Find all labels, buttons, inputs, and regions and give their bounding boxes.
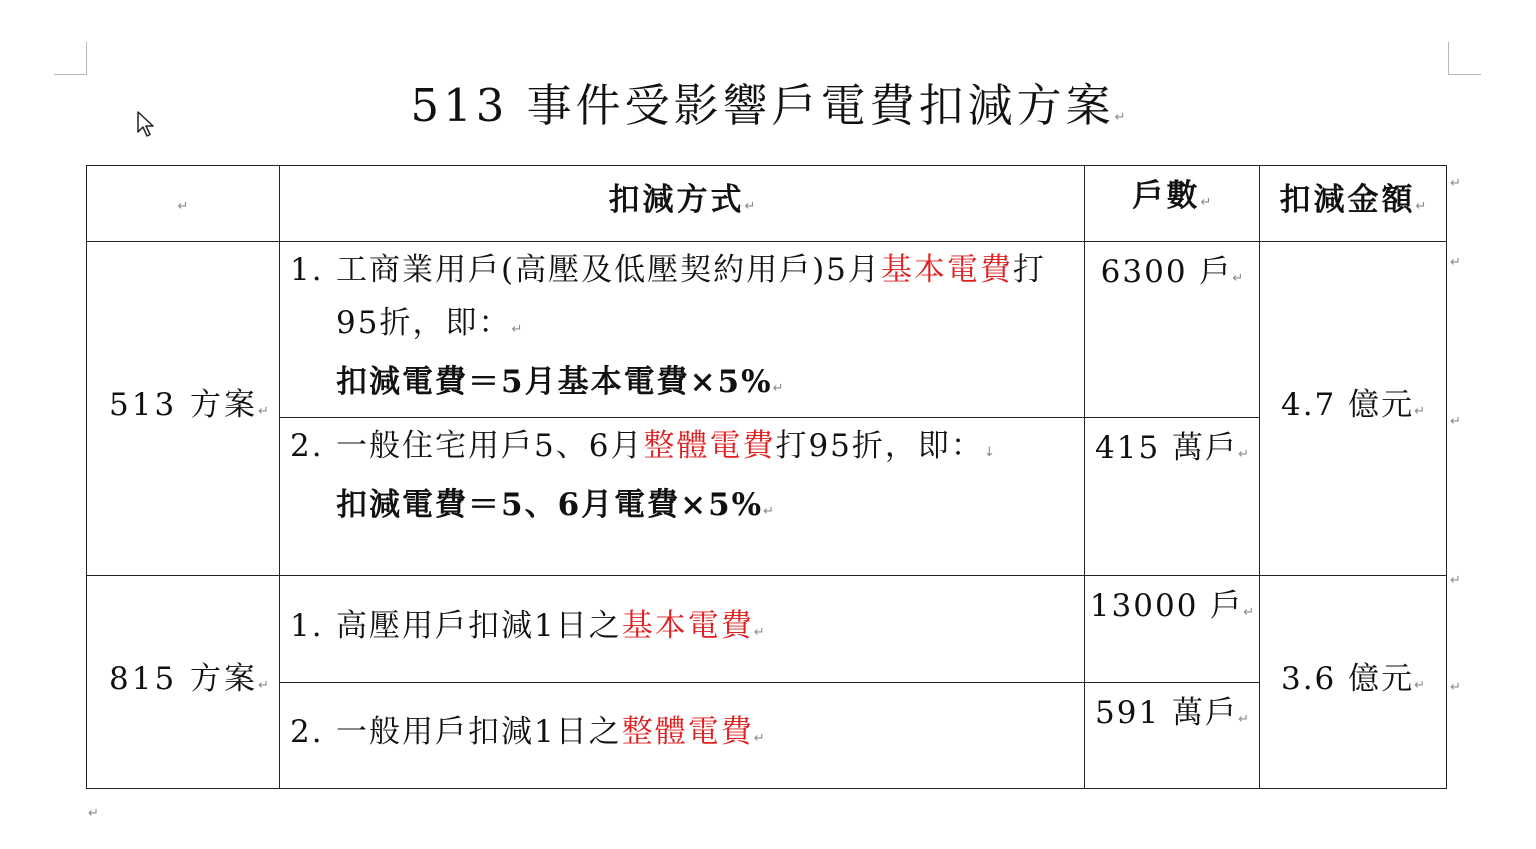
row-end-mark-icon: ↵ [1450, 573, 1461, 588]
table-row [87, 576, 1447, 683]
method-text-b: 打95折，即： [336, 252, 1046, 341]
highlight-basic-fee: 基本電費 [621, 607, 754, 644]
plan-513-label: 513 方案 [109, 387, 259, 423]
plan-815-households-2 [1085, 683, 1260, 789]
formula-text [290, 356, 1078, 415]
cell-end-mark-icon: ↵ [1238, 447, 1249, 462]
item-number: 1. [290, 607, 324, 644]
method-line [290, 420, 1078, 479]
highlight-total-fee: 整體電費 [643, 428, 776, 464]
header-blank-cell [87, 166, 280, 242]
households-value: 415 萬戶 [1095, 430, 1239, 466]
plan-513-method-1 [280, 242, 1085, 418]
table-row [87, 242, 1447, 418]
method-text [336, 420, 1078, 479]
highlight-total-fee: 整體電費 [621, 714, 754, 750]
cell-end-mark-icon: ↵ [258, 404, 269, 419]
method-line [290, 600, 1078, 659]
plan-815-label-cell [87, 576, 280, 789]
table-header-row [87, 166, 1447, 242]
households-value: 6300 戶 [1100, 254, 1233, 290]
row-end-mark-icon: ↵ [1450, 176, 1461, 191]
plan-513-label-cell [87, 242, 280, 576]
formula-value: 扣減電費＝5月基本電費×5% [336, 364, 773, 400]
crop-mark-top-right [1448, 42, 1481, 75]
households-value: 591 萬戶 [1095, 695, 1239, 731]
crop-mark-top-left [54, 42, 87, 75]
discount-plan-table [86, 165, 1447, 789]
line-break-mark-icon: ↓ [983, 445, 995, 460]
cell-end-mark-icon: ↵ [1238, 712, 1249, 727]
plan-815-label: 815 方案 [109, 660, 259, 697]
cell-end-mark-icon: ↵ [1414, 677, 1426, 693]
cell-end-mark-icon: ↵ [1232, 271, 1244, 286]
cell-end-mark-icon: ↵ [753, 624, 765, 640]
method-text-a: 一般用戶扣減1日之 [336, 714, 622, 750]
cell-end-mark-icon: ↵ [258, 677, 269, 693]
cell-end-mark-icon: ↵ [1415, 199, 1427, 214]
header-households-label: 戶數 [1132, 178, 1201, 214]
method-line [290, 706, 1078, 765]
table-row [87, 683, 1447, 789]
method-text-b: 打95折，即： [775, 428, 984, 464]
header-households [1085, 166, 1260, 242]
method-text [336, 706, 1078, 765]
document-title [0, 76, 1536, 148]
plan-513-households-1 [1085, 242, 1260, 418]
cell-end-mark-icon: ↵ [1200, 195, 1212, 210]
header-amount [1260, 166, 1447, 242]
formula-value: 扣減電費＝5、6月電費×5% [336, 487, 764, 523]
plan-513-amount [1260, 242, 1447, 576]
document-title-text: 513 事件受影響戶電費扣減方案 [410, 79, 1115, 132]
line-break-mark-icon: ↵ [511, 322, 523, 337]
method-text-a: 一般住宅用戶5、6月 [336, 428, 644, 464]
item-number: 2. [290, 714, 324, 750]
plan-815-method-2 [280, 683, 1085, 789]
plan-815-method-1 [280, 576, 1085, 683]
amount-value: 3.6 億元 [1280, 660, 1415, 697]
cell-end-mark-icon: ↵ [1414, 404, 1426, 419]
plan-513-method-2 [280, 418, 1085, 576]
cell-end-mark-icon: ↵ [772, 381, 784, 396]
highlight-basic-fee: 基本電費 [880, 252, 1013, 288]
cell-end-mark-icon: ↵ [744, 199, 756, 214]
cell-end-mark-icon: ↵ [1243, 605, 1255, 620]
paragraph-mark-icon: ↵ [88, 806, 99, 821]
cell-end-mark-icon: ↵ [753, 731, 765, 746]
row-end-mark-icon: ↵ [1450, 255, 1461, 270]
paragraph-mark-icon: ↵ [1114, 110, 1126, 125]
table-row [87, 418, 1447, 576]
header-amount-label: 扣減金額 [1279, 182, 1416, 218]
amount-value: 4.7 億元 [1280, 387, 1415, 423]
formula-text [290, 479, 1078, 538]
cell-end-mark-icon: ↵ [763, 504, 775, 519]
method-line [290, 244, 1078, 356]
header-method [280, 166, 1085, 242]
households-value: 13000 戶 [1089, 588, 1244, 624]
row-end-mark-icon: ↵ [1450, 414, 1461, 429]
method-text [336, 600, 1078, 659]
method-text-a: 工商業用戶(高壓及低壓契約用戶)5月 [336, 252, 881, 288]
item-number: 2. [290, 428, 324, 464]
cell-end-mark-icon: ↵ [177, 199, 189, 214]
plan-815-amount [1260, 576, 1447, 789]
row-end-mark-icon: ↵ [1450, 680, 1461, 695]
item-number: 1. [290, 252, 324, 288]
method-text [336, 244, 1078, 356]
plan-513-households-2 [1085, 418, 1260, 576]
header-method-label: 扣減方式 [608, 182, 745, 218]
method-text-a: 高壓用戶扣減1日之 [336, 607, 622, 644]
plan-815-households-1 [1085, 576, 1260, 683]
